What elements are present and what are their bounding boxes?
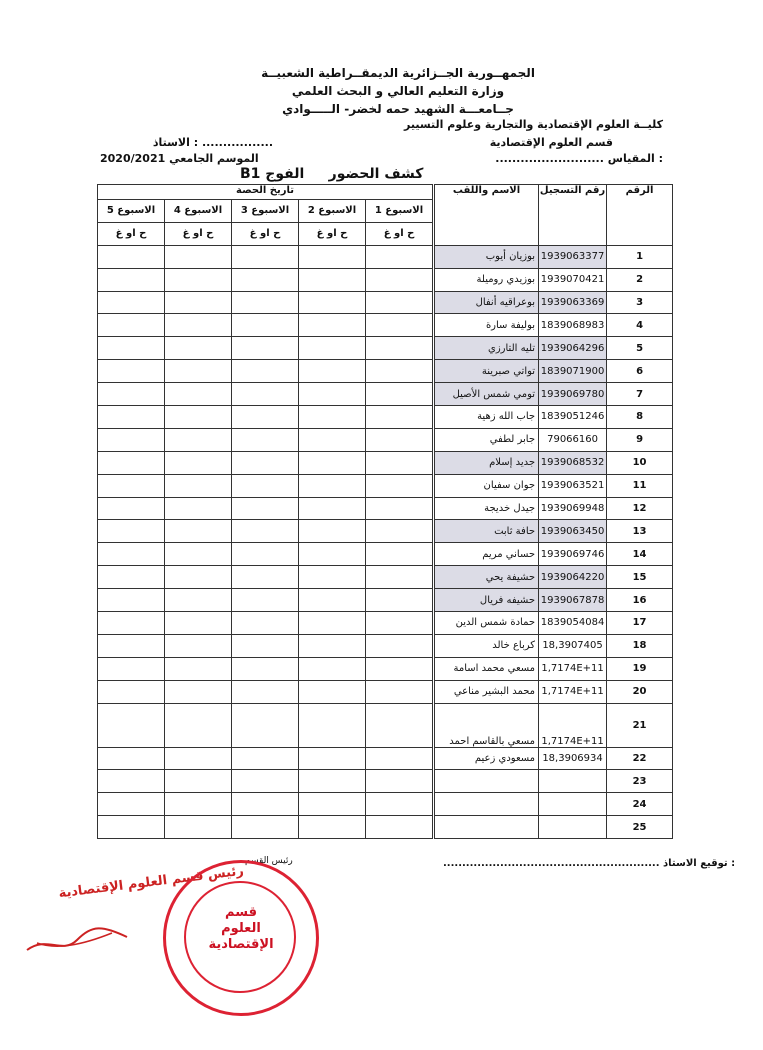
attendance-cell[interactable] <box>299 451 366 474</box>
table-row <box>98 816 673 839</box>
registration-number: 79066160 <box>539 428 607 451</box>
stamp-text <box>166 905 316 953</box>
attendance-cell[interactable] <box>165 816 232 839</box>
row-number: 16 <box>607 589 673 612</box>
attendance-cell[interactable] <box>98 291 165 314</box>
row-number: 22 <box>607 747 673 770</box>
table-row <box>98 428 673 451</box>
attendance-cell[interactable] <box>98 314 165 337</box>
stamp-line-2: العلوم <box>221 921 261 936</box>
row-number: 23 <box>607 770 673 793</box>
attendance-cell[interactable] <box>232 657 299 680</box>
registration-number: 1939068532 <box>539 451 607 474</box>
registration-number: 1,7174E+11 <box>539 657 607 680</box>
student-name: مسعي محمد اسامة <box>435 657 539 680</box>
week-2-header: الاسبوع 2 <box>299 200 366 223</box>
registration-number: 1939069948 <box>539 497 607 520</box>
registration-number: 1939063369 <box>539 291 607 314</box>
student-name: بوعراقيه أنفال <box>435 291 539 314</box>
attendance-cell[interactable] <box>366 474 433 497</box>
row-number: 6 <box>607 360 673 383</box>
attendance-cell[interactable] <box>165 383 232 406</box>
attendance-cell[interactable] <box>366 337 433 360</box>
registration-number <box>539 816 607 839</box>
attendance-cell[interactable] <box>366 703 433 747</box>
row-number: 20 <box>607 680 673 703</box>
attendance-cell[interactable] <box>299 770 366 793</box>
table-row <box>98 589 673 612</box>
registration-number: 1939070421 <box>539 268 607 291</box>
attendance-cell[interactable] <box>98 612 165 635</box>
attendance-cell[interactable] <box>98 245 165 268</box>
attendance-code-header: ح او غ <box>366 222 433 245</box>
attendance-cell[interactable] <box>299 245 366 268</box>
table-row <box>98 520 673 543</box>
signature-scribble <box>22 915 132 960</box>
week-1-header: الاسبوع 1 <box>366 200 433 223</box>
attendance-cell[interactable] <box>165 566 232 589</box>
row-number: 1 <box>607 245 673 268</box>
attendance-code-header: ح او غ <box>165 222 232 245</box>
attendance-cell[interactable] <box>232 245 299 268</box>
student-name: تواتي صبرينة <box>435 360 539 383</box>
attendance-cell[interactable] <box>98 657 165 680</box>
attendance-cell[interactable] <box>366 657 433 680</box>
attendance-cell[interactable] <box>98 770 165 793</box>
table-row <box>98 337 673 360</box>
attendance-cell[interactable] <box>232 383 299 406</box>
attendance-cell[interactable] <box>165 406 232 429</box>
attendance-cell[interactable] <box>366 428 433 451</box>
attendance-cell[interactable] <box>232 680 299 703</box>
attendance-cell[interactable] <box>299 543 366 566</box>
official-stamp <box>163 860 319 1016</box>
department-head-label: رئيس القسم <box>245 856 293 866</box>
attendance-cell[interactable] <box>165 428 232 451</box>
registration-number: 18,3906934 <box>539 747 607 770</box>
attendance-cell[interactable] <box>165 245 232 268</box>
registration-number: 1839068983 <box>539 314 607 337</box>
attendance-cell[interactable] <box>165 657 232 680</box>
registration-number: 1939069746 <box>539 543 607 566</box>
table-row <box>98 451 673 474</box>
row-number: 25 <box>607 816 673 839</box>
attendance-cell[interactable] <box>165 793 232 816</box>
row-number: 21 <box>607 703 673 747</box>
registration-number: 1939064296 <box>539 337 607 360</box>
row-number: 5 <box>607 337 673 360</box>
attendance-cell[interactable] <box>232 451 299 474</box>
registration-number: 1,7174E+11 <box>539 680 607 703</box>
attendance-cell[interactable] <box>299 520 366 543</box>
attendance-cell[interactable] <box>98 383 165 406</box>
attendance-cell[interactable] <box>366 314 433 337</box>
signature-dots: ......................................................... <box>443 858 660 869</box>
professor-dots: ................. <box>201 136 273 149</box>
student-name: بوزيان أيوب <box>435 245 539 268</box>
attendance-cell[interactable] <box>98 497 165 520</box>
attendance-cell[interactable] <box>98 589 165 612</box>
attendance-cell[interactable] <box>299 747 366 770</box>
table-row <box>98 543 673 566</box>
attendance-cell[interactable] <box>232 793 299 816</box>
row-number: 15 <box>607 566 673 589</box>
professor-field <box>153 136 273 149</box>
name-column-header: الاسم واللقب <box>435 185 539 246</box>
student-name: بوزيدي روميلة <box>435 268 539 291</box>
attendance-cell[interactable] <box>165 291 232 314</box>
attendance-cell[interactable] <box>299 793 366 816</box>
attendance-cell[interactable] <box>299 268 366 291</box>
registration-number: 1839051246 <box>539 406 607 429</box>
attendance-cell[interactable] <box>98 360 165 383</box>
student-name: كرباع خالد <box>435 634 539 657</box>
row-number: 10 <box>607 451 673 474</box>
attendance-cell[interactable] <box>98 428 165 451</box>
attendance-cell[interactable] <box>366 634 433 657</box>
attendance-cell[interactable] <box>299 657 366 680</box>
attendance-cell[interactable] <box>98 793 165 816</box>
attendance-cell[interactable] <box>165 543 232 566</box>
row-number: 17 <box>607 612 673 635</box>
registration-number: 1839054084 <box>539 612 607 635</box>
row-number: 18 <box>607 634 673 657</box>
department-head-stamp: رئيس قسم العلوم الإقتصادية <box>57 863 245 902</box>
registration-number: 1939063521 <box>539 474 607 497</box>
attendance-cell[interactable] <box>366 268 433 291</box>
attendance-cell[interactable] <box>98 816 165 839</box>
signature-field <box>443 858 736 869</box>
attendance-cell[interactable] <box>366 793 433 816</box>
registration-number: 1939063377 <box>539 245 607 268</box>
attendance-cell[interactable] <box>299 337 366 360</box>
group-value: B1 <box>240 166 261 182</box>
registration-number <box>539 793 607 816</box>
attendance-cell[interactable] <box>232 428 299 451</box>
student-name: حشيفة يحي <box>435 566 539 589</box>
attendance-cell[interactable] <box>299 680 366 703</box>
student-name: جاب الله زهية <box>435 406 539 429</box>
attendance-cell[interactable] <box>299 383 366 406</box>
attendance-cell[interactable] <box>232 747 299 770</box>
attendance-cell[interactable] <box>98 703 165 747</box>
attendance-cell[interactable] <box>232 497 299 520</box>
number-column-header: الرقم <box>607 185 673 246</box>
row-number: 2 <box>607 268 673 291</box>
week-5-header: الاسبوع 5 <box>98 200 165 223</box>
attendance-cell[interactable] <box>299 634 366 657</box>
table-row <box>98 747 673 770</box>
attendance-cell[interactable] <box>98 634 165 657</box>
registration-number: 1939064220 <box>539 566 607 589</box>
student-name: مسعودي زعيم <box>435 747 539 770</box>
student-name: جيدل خديجة <box>435 497 539 520</box>
table-row <box>98 245 673 268</box>
course-field <box>495 152 663 165</box>
attendance-cell[interactable] <box>366 451 433 474</box>
attendance-cell[interactable] <box>232 770 299 793</box>
attendance-cell[interactable] <box>366 406 433 429</box>
registration-number: 1939063450 <box>539 520 607 543</box>
table-row <box>98 314 673 337</box>
attendance-cell[interactable] <box>165 337 232 360</box>
attendance-cell[interactable] <box>165 634 232 657</box>
attendance-cell[interactable] <box>98 406 165 429</box>
university-title: جــامعـــة الشهيد حمه لخضر- الـــــوادي <box>282 102 514 116</box>
attendance-cell[interactable] <box>165 268 232 291</box>
attendance-cell[interactable] <box>232 543 299 566</box>
table-row <box>98 657 673 680</box>
student-name: حساني مريم <box>435 543 539 566</box>
attendance-cell[interactable] <box>366 543 433 566</box>
session-date-header: تاريخ الحصة <box>98 185 433 200</box>
attendance-cell[interactable] <box>165 703 232 747</box>
attendance-cell[interactable] <box>165 497 232 520</box>
attendance-cell[interactable] <box>366 245 433 268</box>
attendance-cell[interactable] <box>299 703 366 747</box>
attendance-cell[interactable] <box>366 816 433 839</box>
attendance-cell[interactable] <box>232 589 299 612</box>
attendance-cell[interactable] <box>366 497 433 520</box>
attendance-cell[interactable] <box>232 360 299 383</box>
attendance-cell[interactable] <box>232 291 299 314</box>
attendance-cell[interactable] <box>98 451 165 474</box>
attendance-cell[interactable] <box>232 268 299 291</box>
student-name: تليه التارزي <box>435 337 539 360</box>
attendance-code-header: ح او غ <box>232 222 299 245</box>
row-number: 13 <box>607 520 673 543</box>
student-name: محمد البشير مناعي <box>435 680 539 703</box>
ministry-title: وزارة التعليم العالي و البحث العلمي <box>291 84 505 98</box>
registration-column-header: رقم التسجيل <box>539 185 607 246</box>
table-row <box>98 406 673 429</box>
attendance-cell[interactable] <box>232 816 299 839</box>
attendance-code-header: ح او غ <box>299 222 366 245</box>
attendance-cell[interactable] <box>366 747 433 770</box>
table-row <box>98 383 673 406</box>
week-3-header: الاسبوع 3 <box>232 200 299 223</box>
attendance-cell[interactable] <box>299 291 366 314</box>
attendance-cell[interactable] <box>299 816 366 839</box>
student-name <box>435 793 539 816</box>
registration-number: 1939067878 <box>539 589 607 612</box>
table-row <box>98 634 673 657</box>
student-name: حشيفه فريال <box>435 589 539 612</box>
attendance-cell[interactable] <box>232 314 299 337</box>
attendance-cell[interactable] <box>98 680 165 703</box>
student-name: جابر لطفي <box>435 428 539 451</box>
student-name: حمادة شمس الدين <box>435 612 539 635</box>
attendance-cell[interactable] <box>98 747 165 770</box>
table-row <box>98 703 673 747</box>
attendance-cell[interactable] <box>165 770 232 793</box>
attendance-cell[interactable] <box>98 474 165 497</box>
registration-number: 1,7174E+11 <box>539 703 607 747</box>
table-row <box>98 497 673 520</box>
attendance-cell[interactable] <box>366 566 433 589</box>
attendance-cell[interactable] <box>299 589 366 612</box>
week-4-header: الاسبوع 4 <box>165 200 232 223</box>
attendance-cell[interactable] <box>366 360 433 383</box>
republic-title: الجمهــورية الجــزائرية الديمقــراطية الشعبيــة <box>261 66 535 80</box>
registration-number <box>539 770 607 793</box>
title-text: كشف الحضور <box>328 166 424 182</box>
row-number: 4 <box>607 314 673 337</box>
attendance-cell[interactable] <box>366 520 433 543</box>
row-number: 19 <box>607 657 673 680</box>
attendance-cell[interactable] <box>165 747 232 770</box>
attendance-cell[interactable] <box>165 520 232 543</box>
registration-number: 1939069780 <box>539 383 607 406</box>
stamp-line-3: الإقتصادية <box>208 937 274 952</box>
table-row <box>98 474 673 497</box>
table-row <box>98 680 673 703</box>
attendance-cell[interactable] <box>165 314 232 337</box>
attendance-cell[interactable] <box>299 566 366 589</box>
attendance-cell[interactable] <box>98 543 165 566</box>
table-row <box>98 612 673 635</box>
attendance-cell[interactable] <box>232 566 299 589</box>
table-row <box>98 360 673 383</box>
row-number: 9 <box>607 428 673 451</box>
course-dots: .......................... <box>495 152 604 165</box>
table-row <box>98 566 673 589</box>
attendance-cell[interactable] <box>98 337 165 360</box>
student-name: حافة ثابت <box>435 520 539 543</box>
faculty-name: كليــة العلوم الإقتصادية والتجارية وعلوم التسيير <box>404 118 663 131</box>
student-name: تومي شمس الأصيل <box>435 383 539 406</box>
registration-number: 1839071900 <box>539 360 607 383</box>
attendance-code-header: ح او غ <box>98 222 165 245</box>
attendance-cell[interactable] <box>165 680 232 703</box>
attendance-cell[interactable] <box>299 428 366 451</box>
row-number: 11 <box>607 474 673 497</box>
professor-label: الاستاذ : <box>152 136 199 149</box>
course-label: المقياس : <box>607 152 663 165</box>
student-name <box>435 816 539 839</box>
attendance-cell[interactable] <box>299 612 366 635</box>
student-name: مسعي بالقاسم احمد <box>435 703 539 747</box>
student-name: جوان سفيان <box>435 474 539 497</box>
attendance-cell[interactable] <box>299 474 366 497</box>
attendance-table <box>97 184 673 839</box>
attendance-cell[interactable] <box>165 589 232 612</box>
attendance-cell[interactable] <box>98 566 165 589</box>
signature-label: توقيع الاستاذ : <box>663 858 736 869</box>
attendance-cell[interactable] <box>232 337 299 360</box>
student-name: جديد إسلام <box>435 451 539 474</box>
attendance-cell[interactable] <box>165 360 232 383</box>
registration-number: 18,3907405 <box>539 634 607 657</box>
row-number: 14 <box>607 543 673 566</box>
student-name: بوليفة سارة <box>435 314 539 337</box>
attendance-cell[interactable] <box>366 291 433 314</box>
attendance-cell[interactable] <box>366 589 433 612</box>
academic-year: الموسم الجامعي 2020/2021 <box>100 152 259 165</box>
student-name <box>435 770 539 793</box>
row-number: 7 <box>607 383 673 406</box>
attendance-cell[interactable] <box>165 612 232 635</box>
attendance-cell[interactable] <box>232 520 299 543</box>
stamp-line-1: قسم <box>225 905 257 920</box>
attendance-cell[interactable] <box>299 406 366 429</box>
table-row <box>98 770 673 793</box>
table-row <box>98 268 673 291</box>
attendance-cell[interactable] <box>299 314 366 337</box>
attendance-cell[interactable] <box>98 268 165 291</box>
table-row <box>98 793 673 816</box>
department-name: قسم العلوم الإقتصادية <box>489 136 613 149</box>
attendance-cell[interactable] <box>366 612 433 635</box>
row-number: 3 <box>607 291 673 314</box>
attendance-cell[interactable] <box>165 474 232 497</box>
table-row <box>98 291 673 314</box>
row-number: 24 <box>607 793 673 816</box>
attendance-cell[interactable] <box>165 451 232 474</box>
attendance-cell[interactable] <box>232 406 299 429</box>
attendance-cell[interactable] <box>98 520 165 543</box>
sheet-title <box>240 166 423 182</box>
attendance-cell[interactable] <box>232 612 299 635</box>
attendance-cell[interactable] <box>232 634 299 657</box>
attendance-cell[interactable] <box>299 360 366 383</box>
attendance-cell[interactable] <box>232 703 299 747</box>
row-number: 12 <box>607 497 673 520</box>
attendance-cell[interactable] <box>232 474 299 497</box>
row-number: 8 <box>607 406 673 429</box>
attendance-cell[interactable] <box>366 383 433 406</box>
attendance-cell[interactable] <box>366 680 433 703</box>
attendance-cell[interactable] <box>299 497 366 520</box>
attendance-cell[interactable] <box>366 770 433 793</box>
group-label: الفوج <box>265 166 305 182</box>
